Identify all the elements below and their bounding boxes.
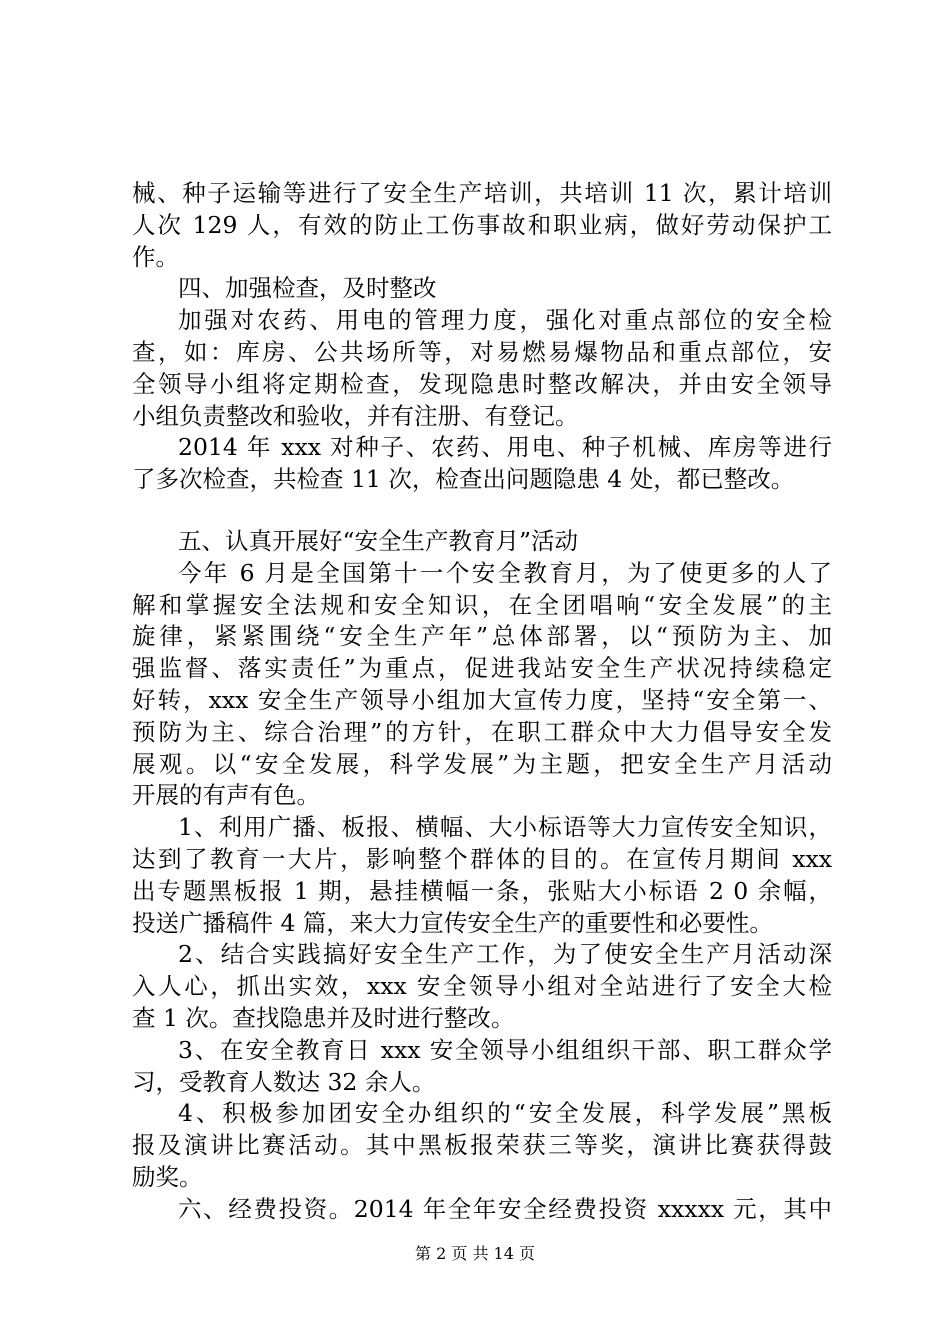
text-line: 旋律，紧紧围绕“安全生产年”总体部署，以“预防为主、加 (132, 622, 832, 651)
text-line: 习，受教育人数达 32 余人。 (132, 1067, 436, 1096)
paragraph-item-4 (132, 1098, 832, 1193)
paragraph-education-month (132, 558, 832, 812)
text-line: 全领导小组将定期检查，发现隐患时整改解决，并由安全领导 (132, 369, 832, 398)
text-line: 开展的有声有色。 (132, 781, 320, 810)
text-line: 好转，xxx 安全生产领导小组加大宣传力度，坚持“安全第一、 (132, 685, 832, 714)
text-line: 2、结合实践搞好安全生产工作，为了使安全生产月活动深 (178, 940, 832, 969)
paragraph-item-2 (132, 939, 832, 1034)
paragraph-inspection (132, 305, 832, 432)
paragraph-item-3 (132, 1035, 832, 1099)
section-heading-5 (132, 526, 832, 558)
paragraph-training (132, 178, 832, 273)
text-line: 入人心，抓出实效，xxx 安全领导小组对全站进行了安全大检 (132, 972, 832, 1001)
paragraph-2014-inspection (132, 432, 832, 496)
text-line: 展观。以“安全发展，科学发展”为主题，把安全生产月活动 (132, 749, 832, 778)
text-line: 查 1 次。查找隐患并及时进行整改。 (132, 1003, 515, 1032)
text-line: 查，如：库房、公共场所等，对易燃易爆物品和重点部位，安 (132, 337, 832, 366)
section-heading-4 (132, 273, 832, 305)
text-line: 今年 6 月是全国第十一个安全教育月，为了使更多的人了 (178, 558, 832, 587)
text-line: 了多次检查，共检查 11 次，检查出问题隐患 4 处，都已整改。 (132, 465, 795, 494)
text-line: 六、经费投资。2014 年全年安全经费投资 xxxxx 元，其中 (178, 1194, 832, 1223)
text-line: 报及演讲比赛活动。其中黑板报荣获三等奖，演讲比赛获得鼓 (132, 1131, 832, 1160)
paragraph-item-1 (132, 812, 832, 939)
text-line: 作。 (132, 242, 179, 271)
text-line: 强监督、落实责任”为重点，促进我站安全生产状况持续稳定 (132, 654, 832, 683)
text-line: 加强对农药、用电的管理力度，强化对重点部位的安全检 (178, 306, 832, 335)
text-line: 械、种子运输等进行了安全生产培训，共培训 11 次，累计培训 (132, 179, 832, 207)
text-line: 励奖。 (132, 1162, 203, 1191)
text-line: 人次 129 人，有效的防止工伤事故和职业病，做好劳动保护工 (132, 210, 832, 239)
text-line: 3、在安全教育日 xxx 安全领导小组组织干部、职工群众学 (178, 1035, 832, 1064)
text-line: 预防为主、综合治理”的方针，在职工群众中大力倡导安全发 (132, 717, 832, 746)
text-line: 投送广播稿件 4 篇，来大力宣传安全生产的重要性和必要性。 (132, 908, 773, 937)
section-heading: 五、认真开展好“安全生产教育月”活动 (178, 526, 579, 555)
text-line: 解和掌握安全法规和安全知识，在全团唱响“安全发展”的主 (132, 590, 832, 619)
blank-line (132, 496, 832, 526)
text-line: 出专题黑板报 1 期，悬挂横幅一条，张贴大小标语 2 0 余幅， (132, 876, 832, 905)
document-body (132, 178, 832, 1226)
paragraph-section-6 (132, 1194, 832, 1226)
text-line: 小组负责整改和验收，并有注册、有登记。 (132, 401, 579, 430)
section-heading: 四、加强检查，及时整改 (178, 274, 437, 303)
page-number-footer: 第 2 页 共 14 页 (415, 1244, 535, 1263)
text-line: 达到了教育一大片，影响整个群体的目的。在宣传月期间 xxx (132, 844, 832, 873)
text-line: 1、利用广播、板报、横幅、大小标语等大力宣传安全知识， (178, 813, 832, 842)
text-line: 4、积极参加团安全办组织的“安全发展，科学发展”黑板 (178, 1099, 832, 1128)
text-line: 2014 年 xxx 对种子、农药、用电、种子机械、库房等进行 (178, 433, 832, 462)
